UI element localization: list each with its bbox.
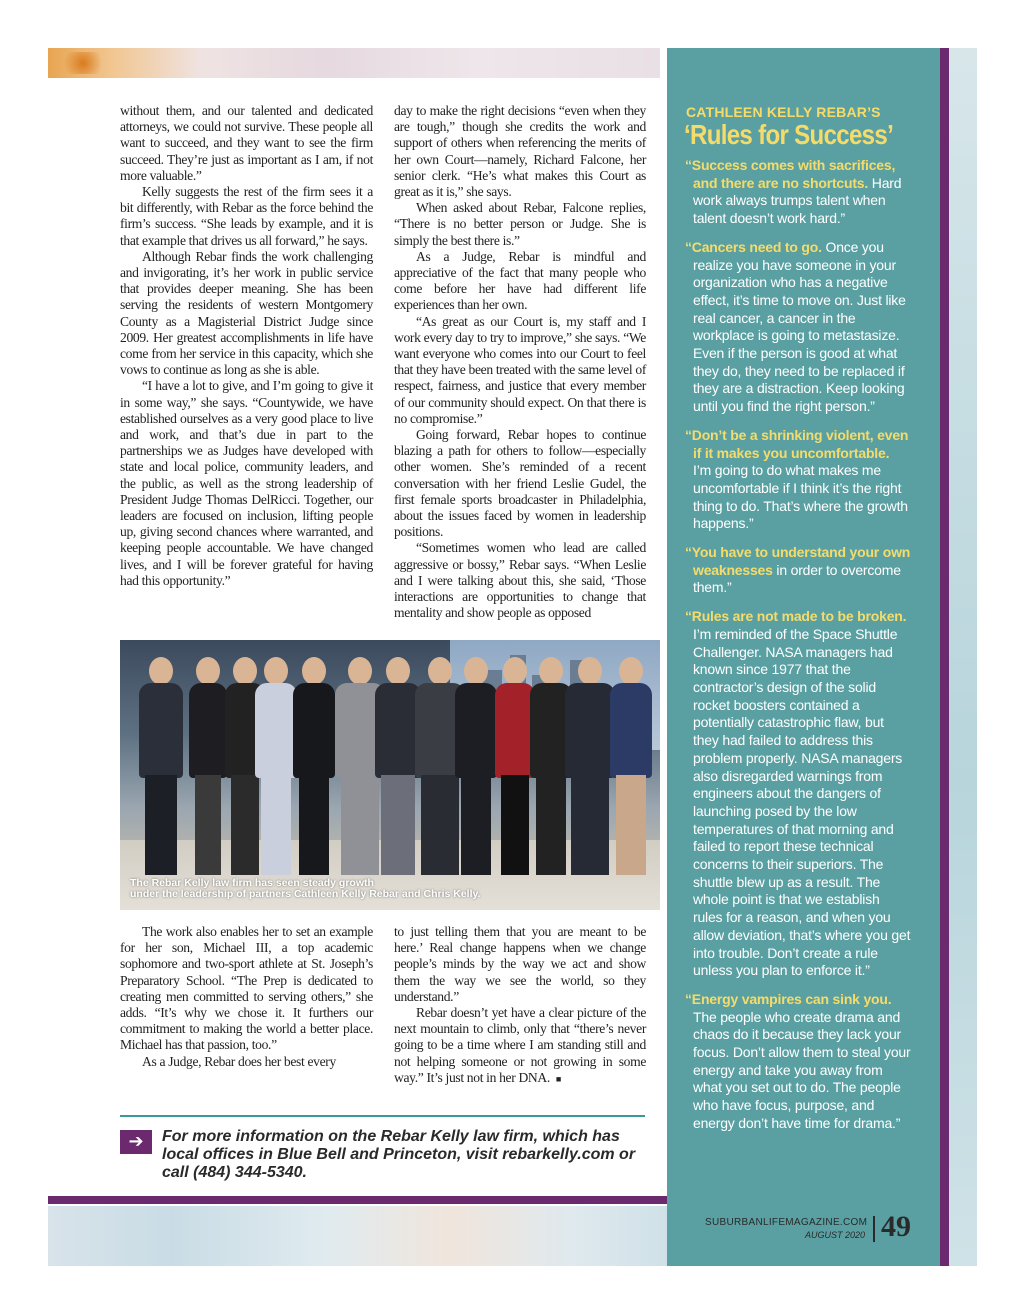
article-paragraph: “As great as our Court is, my staff and I work every day to try to improve,” she says. “We want everyone who comes into our Court to feel that they have been treated with the same level of respect, fairness, and justice that every member of our community should expect. On that there is no compromise.”: [394, 313, 646, 426]
article-column-1: [120, 103, 373, 589]
rule-body: I’m going to do what makes me uncomfortable if I think it’s the right thing to do. That’s where the growth happens.”: [693, 462, 908, 532]
success-rule: [685, 991, 911, 1133]
sidebar-kicker: CATHLEEN KELLY REBAR’S: [686, 104, 881, 120]
article-column-3: [120, 924, 373, 1070]
article-paragraph: day to make the right decisions “even when they are tough,” though she credits the work and support of others when referencing the merits of her own Court—namely, Richard Falcone, her senior clerk. “He’s what makes this Court as great as it is,” she says.: [394, 103, 646, 200]
article-paragraph: When asked about Rebar, Falcone replies, “There is no better person or Judge. She is simply the best there is.”: [394, 200, 646, 248]
article-column-2: [394, 103, 646, 622]
article-paragraph: Kelly suggests the rest of the firm sees it a bit differently, with Rebar as the force behind the firm’s success. “She leads by example, and it is that example that drives us all forward,” he says.: [120, 184, 373, 248]
figure-part: [571, 775, 609, 875]
figure-part: [503, 657, 527, 685]
more-info-text: For more information on the Rebar Kelly law firm, which has local offices in Blue Bell and Princeton, visit rebarkelly.com or call (484) 344-5340.: [162, 1128, 636, 1181]
sidebar-purple-edge: [940, 48, 949, 1266]
page-margin: [0, 0, 48, 1315]
rule-body: in order to overcome them.”: [693, 561, 901, 596]
article-column-4: [394, 924, 646, 1087]
caption-line-1: The Rebar Kelly law firm has seen steady growth: [130, 877, 374, 889]
rule-headline: “Success comes with sacrifices, and there are no shortcuts.: [685, 157, 896, 191]
article-paragraph: As a Judge, Rebar is mindful and appreciative of the fact that many people who come before her have had different life experiences than her own.: [394, 248, 646, 313]
figure-part: [299, 775, 329, 875]
folio-divider: [873, 1216, 875, 1242]
figure-part: [348, 657, 372, 685]
article-paragraph: “I have a lot to give, and I’m going to give it in some way,” she says. “Countywide, we have established ourselves as a very good place to live and work, and that’s due in part to the partnerships we as Judges have developed with state and local police, community leaders, and the public, as well as the strong leadership of President Judge Thomas DelRicci. Together, our leaders are focused on inclusion, lifting people up, giving second chances where warranted, and keeping people accountable. We have changed lives, and I will be forever grateful for having had this opportunity.”: [120, 378, 373, 588]
figure-part: [264, 657, 288, 685]
page-number: 49: [881, 1210, 911, 1243]
article-paragraph: without them, and our talented and dedicated attorneys, we could not survive. These people all want to succeed, and they want to see the firm succeed. They’re just as important as I am, if not more valuable.”: [120, 103, 373, 183]
figure-part: [195, 775, 221, 875]
footer-purple-bar: [48, 1196, 667, 1204]
person-figure: [605, 657, 657, 882]
figure-part: [261, 775, 291, 875]
article-paragraph: Going forward, Rebar hopes to continue blazing a path for others to follow—especially other women. She’s reminded of a recent conversation with her friend Leslie Gudel, the first female sports broadcaster in Philadelphia, about the issues faced by women in leadership positions.: [394, 427, 646, 540]
figure-part: [149, 657, 173, 685]
article-paragraph: “Sometimes women who lead are called aggressive or bossy,” Rebar says. “When Leslie and I were talking about this, she said, ‘Those interactions are opportunities to change that mentality and show people as opposed: [394, 540, 646, 621]
folio-website: SUBURBANLIFEMAGAZINE.COM: [705, 1217, 868, 1228]
success-rule: [685, 427, 911, 533]
group-photo: [120, 640, 660, 910]
figure-part: [616, 775, 646, 875]
figure-part: [610, 683, 652, 778]
sidebar-title: ‘Rules for Success’: [684, 119, 894, 150]
decorative-right-edge: [949, 48, 977, 1266]
figure-part: [428, 657, 452, 685]
figure-part: [464, 657, 488, 685]
rule-headline: “Rules are not made to be broken.: [685, 608, 907, 625]
figure-part: [461, 775, 491, 875]
figure-part: [386, 657, 410, 685]
figure-part: [139, 683, 183, 778]
figure-part: [145, 775, 177, 875]
rule-headline: “Don’t be a shrinking violent, even if it makes you uncomfortable.: [685, 426, 909, 461]
success-rule: [685, 239, 911, 416]
article-paragraph: Although Rebar finds the work challenging and invigorating, it’s her work in public service that provides deeper meaning. She has been serving the residents of western Montgomery County as a Magisterial District Judge since 2009. Her greatest accomplishments in life have come from her service in this capacity, which she vows to continue as long as she is able.: [120, 248, 373, 378]
caption-line-2: under the leadership of partners Cathleen Kelly Rebar and Chris Kelly.: [130, 888, 481, 900]
article-paragraph: As a Judge, Rebar does her best every: [142, 1053, 336, 1069]
rule-headline: “Energy vampires can sink you.: [685, 990, 892, 1007]
folio-date: AUGUST 2020: [804, 1230, 865, 1240]
success-rule: [685, 544, 911, 597]
figure-part: [619, 657, 643, 685]
article-paragraph: The work also enables her to set an example for her son, Michael III, a top academic sophomore and two-sport athlete at St. Joseph’s Preparatory School. “The Prep is dedicated to creating men committed to serving others,” she adds. “It’s why we chose it. It furthers our commitment to making the world a better place. Michael has that passion, too.”: [120, 924, 373, 1053]
arrow-right-icon: ➔: [120, 1130, 152, 1154]
info-divider: [120, 1115, 645, 1117]
success-rule: [685, 608, 911, 980]
decorative-header-strip: [48, 48, 660, 78]
figure-part: [578, 657, 602, 685]
success-rule: [685, 157, 911, 228]
rule-body: Once you realize you have someone in your organization who has a negative effect, it’s time to move on. Just like real cancer, a cancer in the workplace is going to metastasize. Even if the person is good at what they do, they need to be replaced if they are a distraction. Keep looking until you find the right person.”: [693, 238, 906, 415]
rules-list: [685, 157, 911, 1144]
figure-part: [196, 657, 220, 685]
end-mark-icon: ■: [555, 1073, 561, 1084]
rule-body: Hard work always trumps talent when talent doesn’t work hard.”: [693, 174, 902, 227]
article-paragraph: Rebar doesn’t yet have a clear picture of the next mountain to climb, only that “there’s never going to be a time where I am standing still and not helping someone or not growing in some way.” It’s just not in her DNA. ■: [394, 1005, 646, 1085]
article-paragraph: to just telling them that you are meant to be here.’ Real change happens when we change people’s minds by the way we act and show them the way we see the world, so they understand.”: [394, 924, 646, 1004]
person-figure: [134, 657, 188, 882]
rule-headline: “You have to understand your own weaknesses: [685, 544, 911, 578]
figure-part: [293, 683, 335, 778]
decorative-footer-strip: [48, 1206, 667, 1266]
rule-headline: “Cancers need to go.: [685, 238, 822, 255]
rule-body: The people who create drama and chaos do it because they lack your focus. Don’t allow them to steal your energy and take you away from what you set out to do. The people who have focus, purpose, and energy don’t have time for drama.”: [693, 1008, 911, 1131]
rule-body: I’m reminded of the Space Shuttle Challenger. NASA managers had known since 1977 that the contractor’s design of the solid rocket boosters contained a potentially catastrophic flaw, but they had failed to address this problem properly. NASA managers also disregarded warnings from engineers about the dangers of launching posed by the low temperatures of that morning and failed to report these technical concerns to their superiors. The shuttle blew up as a result. The whole point is that we establish rules for a reason, and when you allow deviation, that’s where you get into trouble. Don’t create a rule unless you plan to enforce it.”: [693, 625, 911, 979]
figure-part: [302, 657, 326, 685]
photo-caption: [130, 878, 530, 900]
